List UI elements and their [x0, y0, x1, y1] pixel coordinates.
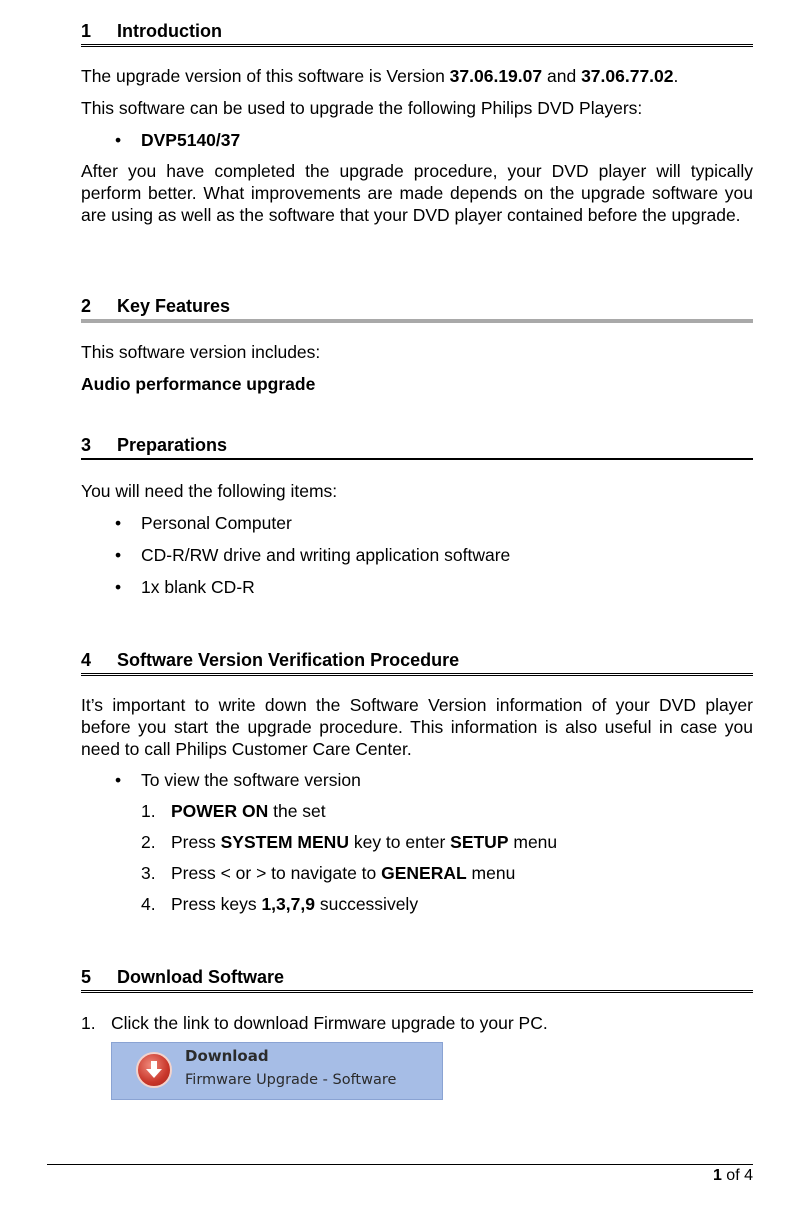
- section-4-heading: 4 Software Version Verification Procedure: [81, 649, 753, 676]
- model-name: DVP5140/37: [141, 130, 241, 150]
- section-3-heading: 3 Preparations: [81, 434, 753, 460]
- section-1-heading: 1 Introduction: [81, 20, 753, 47]
- intro-paragraph: After you have completed the upgrade procedure, your DVD player will typically perform better. What improvements are made depends on the upgrade software you are using as well as the software that your DVD player contained before the upgrade.: [81, 161, 753, 225]
- download-step: 1. Click the link to download Firmware upgrade to your PC.: [81, 1013, 548, 1033]
- download-subtitle: Firmware Upgrade - Software: [185, 1072, 397, 1088]
- verify-step-1: 1. POWER ON the set: [141, 801, 326, 821]
- prep-intro: You will need the following items:: [81, 481, 338, 501]
- feature-item: Audio performance upgrade: [81, 374, 316, 394]
- version-1: 37.06.19.07: [449, 66, 543, 86]
- verify-step-4: 4. Press keys 1,3,7,9 successively: [141, 894, 419, 914]
- verify-step-3: 3. Press < or > to navigate to GENERAL menu: [141, 863, 516, 883]
- section-2-heading: 2 Key Features: [81, 295, 753, 323]
- intro-version-line: The upgrade version of this software is Version 37.06.19.07 and 37.06.77.02.: [81, 66, 679, 86]
- download-firmware-button[interactable]: [111, 1042, 443, 1100]
- verify-step-2: 2. Press SYSTEM MENU key to enter SETUP menu: [141, 832, 558, 852]
- footer-divider: [47, 1164, 753, 1165]
- intro-players-line: This software can be used to upgrade the following Philips DVD Players:: [81, 98, 643, 118]
- verify-paragraph: It’s important to write down the Software Version information of your DVD player before you start the upgrade procedure. This information is also useful in case you need to call Philips Customer Care Center.: [81, 695, 753, 759]
- version-2: 37.06.77.02: [581, 66, 674, 86]
- features-intro: This software version includes:: [81, 342, 321, 362]
- section-5-heading: 5 Download Software: [81, 966, 753, 993]
- page-number: 1 of 4: [712, 1167, 753, 1184]
- download-arrow-icon: [136, 1052, 172, 1088]
- download-title: Download: [185, 1047, 269, 1065]
